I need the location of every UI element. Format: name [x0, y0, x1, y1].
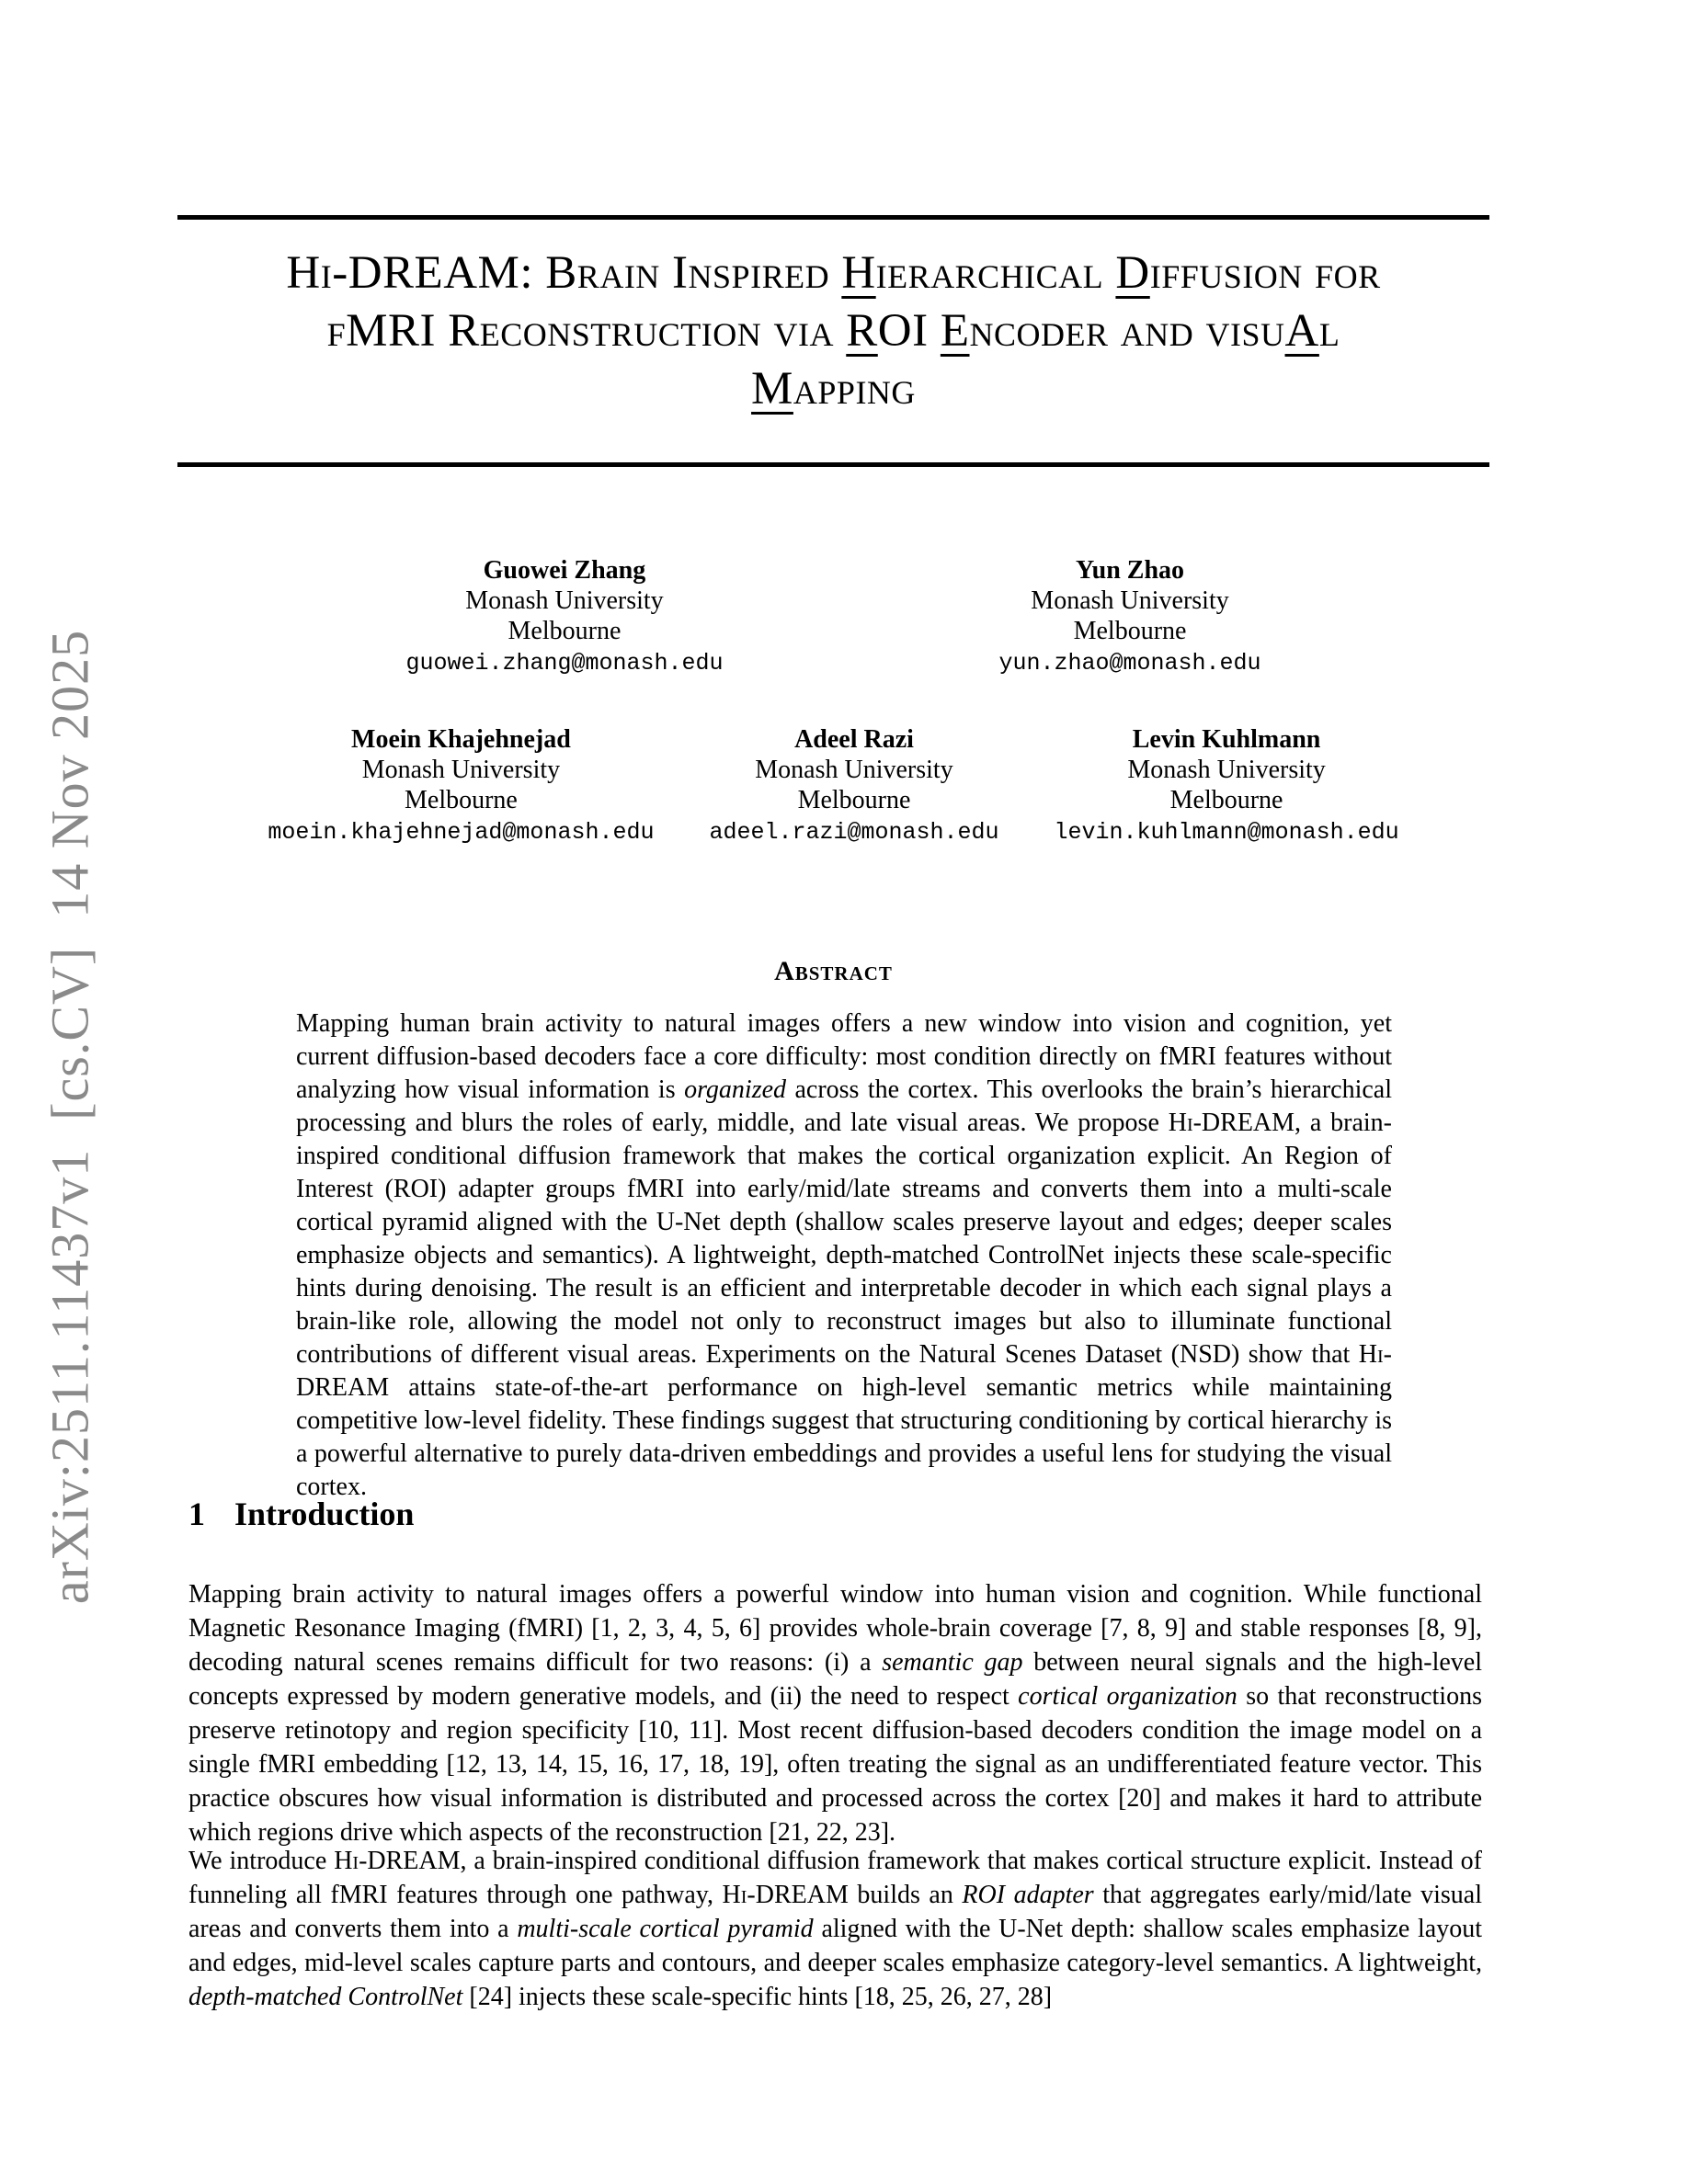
intro-paragraph-1 — [188, 1577, 1482, 1849]
text-run: ierarchical — [875, 247, 1116, 299]
text-run: organized — [684, 1075, 787, 1104]
author-email: adeel.razi@monash.edu — [709, 819, 999, 846]
text-run: aligned with the U-Net depth: shallow scales emphasize layout and edges, mid-level scales capture parts and contours, and deeper scales emphasize category-level semantics. A lightweight, — [188, 1915, 1482, 1977]
text-run: attains state-of-the-art performance on high-level semantic metrics while maintaining competitive low-level fidelity. These findings suggest that structuring conditioning by cortical hierarchy is a powerful alternative to purely data-driven embeddings and provides a useful lens for studying the visual cortex. — [296, 1373, 1392, 1501]
text-run: Hi-DREAM — [1168, 1109, 1295, 1137]
text-run: builds an — [848, 1881, 963, 1909]
text-run: multi-scale cortical pyramid — [517, 1915, 814, 1943]
author-email: moein.khajehnejad@monash.edu — [268, 819, 655, 846]
text-run: so that reconstructions preserve retinotopy and region specificity [10, 11]. Most recent diffusion-based decoders condition the image model on a single fMRI embedding [12, 13, 14, 15, 16, 17, 18, 19], often treating the signal as an undifferentiated feature vector. This practice obscures how visual information is distributed and processed across the cortex [20] and makes it hard to attribute which regions drive which aspects of the reconstruction [21, 22, 23]. — [188, 1682, 1482, 1847]
author-card — [709, 724, 998, 847]
section-heading-introduction — [188, 1495, 414, 1533]
text-run: Hi-DREAM: Brain Inspired — [286, 247, 842, 299]
author-city: Melbourne — [797, 786, 911, 814]
author-name: Yun Zhao — [1076, 556, 1185, 585]
paper-title — [177, 245, 1489, 418]
author-name: Guowei Zhang — [483, 556, 646, 585]
author-affiliation: Monash University — [1127, 756, 1326, 784]
text-run: , a brain-inspired conditional diffusion framework that makes cortical structure explicit. Instead of funneling all fMRI features through one pathway, — [188, 1847, 1482, 1909]
text-run: [24] injects these scale-specific hints [18, 25, 26, 27, 28] — [462, 1983, 1053, 2011]
text-run: Mapping brain activity to natural images offers a powerful window into human vision and cognition. While functional Magnetic Resonance Imaging (fMRI) [1, 2, 3, 4, 5, 6] provides whole-brain coverage [7, 8, 9] and stable responses [8, 9], decoding natural scenes remains difficult for two reasons: (i) a — [188, 1580, 1482, 1677]
text-run: R — [846, 305, 878, 357]
author-affiliation: Monash University — [465, 586, 664, 615]
author-city: Melbourne — [405, 786, 518, 814]
text-run: Mapping human brain activity to natural images offers a new window into vision and cognition, yet current diffusion-based decoders face a core difficulty: most condition directly on fMRI features without analyzing how visual information is — [296, 1009, 1392, 1104]
title-rule-top — [177, 215, 1489, 220]
author-city: Melbourne — [508, 617, 622, 645]
abstract-heading: Abstract — [774, 956, 893, 986]
author-name: Moein Khajehnejad — [351, 725, 571, 754]
author-city: Melbourne — [1169, 786, 1283, 814]
text-run: Hi-DREAM — [334, 1847, 461, 1875]
text-run: Hi-DREAM — [296, 1340, 1392, 1402]
text-run: cortical organization — [1018, 1682, 1237, 1711]
author-affiliation: Monash University — [755, 756, 953, 784]
author-card — [268, 724, 654, 847]
author-affiliation: Monash University — [1031, 586, 1229, 615]
author-city: Melbourne — [1073, 617, 1187, 645]
author-name: Adeel Razi — [794, 725, 914, 754]
section-title: Introduction — [234, 1496, 415, 1532]
text-run: depth-matched ControlNet — [188, 1983, 463, 2011]
text-run: ROI adapter — [962, 1881, 1094, 1909]
text-run: H — [841, 247, 876, 299]
text-run: across the cortex. This overlooks the brain’s hierarchical processing and blurs the roles of early, middle, and late visual areas. We propose — [296, 1075, 1392, 1137]
author-affiliation: Monash University — [361, 756, 561, 784]
text-run: E — [940, 305, 970, 357]
text-run: , a brain-inspired conditional diffusion framework that makes the cortical organization explicit. An Region of Interest (ROI) adapter groups fMRI into early/mid/late streams and converts them into a multi-scale cortical pyramid aligned with the U-Net depth (shallow scales preserve layout and edges; deeper scales emphasize objects and semantics). A lightweight, depth-matched ControlNet injects these scale-specific hints during denoising. The result is an efficient and interpretable decoder in which each signal plays a brain-like role, allowing the model not only to reconstruct images but also to illuminate functional contributions of different visual areas. Experiments on the Natural Scenes Dataset (NSD) show that — [296, 1109, 1392, 1369]
text-run: M — [751, 363, 793, 415]
text-run: fMRI Reconstruction via — [326, 305, 847, 357]
text-run: A — [1284, 305, 1319, 357]
intro-paragraph-2 — [188, 1844, 1482, 2014]
text-run: l — [1318, 305, 1340, 357]
text-run: We introduce — [188, 1847, 335, 1875]
author-email: levin.kuhlmann@monash.edu — [1054, 819, 1399, 846]
section-number: 1 — [188, 1496, 205, 1532]
authors-row-2 — [177, 724, 1489, 847]
text-run: Hi-DREAM — [722, 1881, 849, 1909]
text-run: semantic gap — [882, 1648, 1023, 1677]
authors-row-1 — [177, 555, 1489, 678]
arxiv-watermark: arXiv:2511.11437v1 [cs.CV] 14 Nov 2025 — [40, 629, 100, 1605]
text-run: between neural signals and the high-level concepts expressed by modern generative models, and (ii) the need to respect — [188, 1648, 1482, 1711]
author-card — [1055, 724, 1399, 847]
abstract-text — [296, 1007, 1392, 1504]
author-card — [405, 555, 723, 678]
title-rule-bottom — [177, 462, 1489, 467]
author-card — [999, 555, 1261, 678]
text-run: apping — [793, 363, 916, 415]
author-name: Levin Kuhlmann — [1132, 725, 1321, 754]
text-run: OI — [877, 305, 941, 357]
author-email: yun.zhao@monash.edu — [998, 650, 1261, 677]
text-run: iffusion for — [1149, 247, 1381, 299]
text-run: D — [1115, 247, 1150, 299]
author-email: guowei.zhang@monash.edu — [405, 650, 724, 677]
text-run: ncoder and visu — [969, 305, 1285, 357]
text-run: that aggregates early/mid/late visual areas and converts them into a — [188, 1881, 1482, 1943]
